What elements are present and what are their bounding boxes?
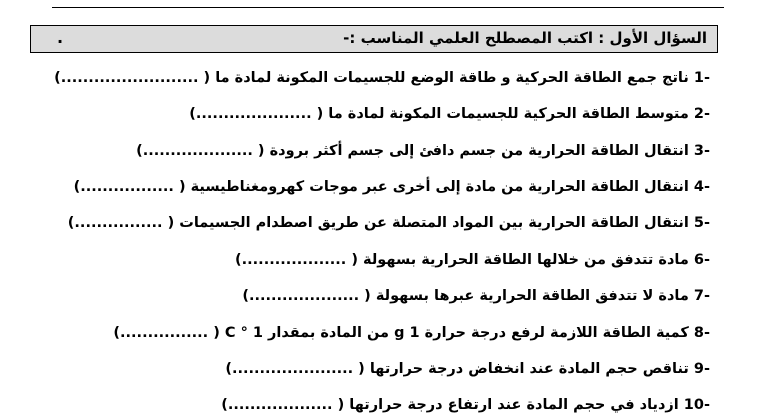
question-number: -7: [693, 288, 710, 304]
question-number: -2: [693, 106, 710, 122]
question-6: [235, 250, 710, 270]
question-1: [54, 68, 710, 88]
question-text: مادة تتدفق من خلالها الطاقة الحرارية بسهولة ( ...................): [235, 252, 694, 268]
question-4: [74, 177, 710, 197]
question-text: كمية الطاقة اللازمة لرفع درجة حرارة g 1 من المادة بمقدار C ° 1 ( ................): [113, 325, 694, 341]
question-text: مادة لا تتدفق الطاقة الحرارية عبرها بسهولة ( ....................): [242, 288, 694, 304]
question-text: ناتج جمع الطاقة الحركية و طاقة الوضع للجسيمات المكونة لمادة ما ( .........................): [54, 70, 694, 86]
question-number: -4: [693, 179, 710, 195]
question-9: [225, 359, 710, 379]
question-number: -1: [693, 70, 710, 86]
question-text: انتقال الطاقة الحرارية من جسم دافئ إلى جسم أكثر برودة ( ....................): [136, 143, 694, 159]
header-dot: .: [57, 28, 64, 47]
question-number: -9: [693, 361, 710, 377]
question-5: [68, 213, 710, 233]
question-3: [136, 141, 710, 161]
question-title: السؤال الأول : اكتب المصطلح العلمي المناسب :-: [343, 29, 707, 47]
question-2: [189, 104, 710, 124]
question-number: -6: [693, 252, 710, 268]
question-number: -10: [683, 397, 710, 413]
question-number: -5: [693, 215, 710, 231]
question-7: [242, 286, 710, 306]
question-text: انتقال الطاقة الحرارية بين المواد المتصلة عن طريق اصطدام الجسيمات ( ................): [67, 215, 694, 231]
question-header: [30, 25, 718, 53]
question-number: -3: [693, 143, 710, 159]
question-number: -8: [693, 325, 710, 341]
question-text: تناقص حجم المادة عند انخفاض درجة حرارتها ( ......................): [225, 361, 694, 377]
question-text: ازدياد في حجم المادة عند ارتفاع درجة حرارتها ( ...................): [221, 397, 684, 413]
question-10: [221, 395, 710, 415]
question-8: [113, 323, 710, 343]
question-text: متوسط الطاقة الحركية للجسيمات المكونة لمادة ما ( .....................): [189, 106, 694, 122]
top-rule: [52, 7, 724, 8]
question-text: انتقال الطاقة الحرارية من مادة إلى أخرى عبر موجات كهرومغناطيسية ( .................): [73, 179, 694, 195]
